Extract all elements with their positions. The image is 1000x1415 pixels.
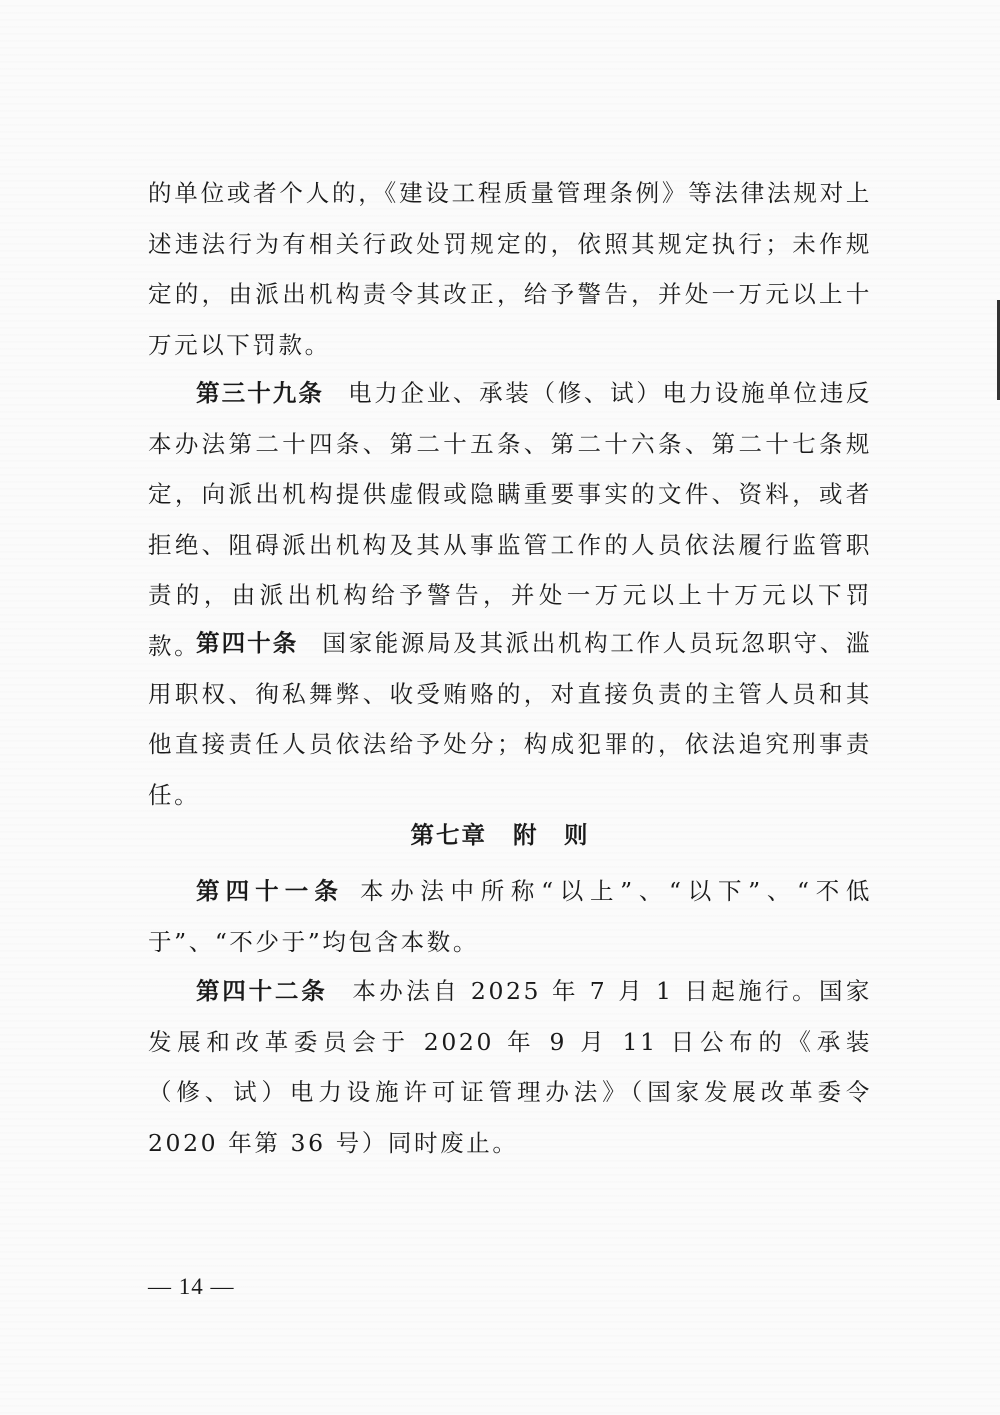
- article-42-label: 第四十二条: [196, 977, 328, 1005]
- article-41-label: 第四十一条: [196, 877, 344, 905]
- article-41-text: 本办法中所称“以上”、“以下”、“不低于”、“不少于”均包含本数。: [148, 877, 872, 956]
- chapter-title: 附 则: [513, 821, 590, 849]
- article-41: [148, 866, 872, 967]
- article-42-text: 本办法自 2025 年 7 月 1 日起施行。国家发展和改革委员会于 2020 年 9 月 11 日公布的《承装（修、试）电力设施许可证管理办法》（国家发展改革委令 2020 年第 36 号）同时废止。: [148, 977, 873, 1157]
- paragraph-continuation: [148, 168, 872, 370]
- article-39-label: 第三十九条: [196, 379, 324, 407]
- chapter-number: 第七章: [410, 821, 487, 849]
- article-42: [148, 966, 872, 1168]
- chapter-heading: [0, 816, 1000, 850]
- page-number: — 14 —: [148, 1274, 235, 1299]
- article-40: [148, 618, 872, 820]
- article-39-text: 电力企业、承装（修、试）电力设施单位违反本办法第二十四条、第二十五条、第二十六条、第二十七条规定，向派出机构提供虚假或隐瞒重要事实的文件、资料，或者拒绝、阻碍派出机构及其从事监管工作的人员依法履行监管职责的，由派出机构给予警告，并处一万元以上十万元以下罚款。: [148, 379, 872, 660]
- paragraph-text: 的单位或者个人的，《建设工程质量管理条例》等法律法规对上述违法行为有相关行政处罚规定的，依照其规定执行；未作规定的，由派出机构责令其改正，给予警告，并处一万元以上十万元以下罚款。: [148, 179, 872, 359]
- article-40-label: 第四十条: [196, 629, 299, 657]
- article-40-text: 国家能源局及其派出机构工作人员玩忽职守、滥用职权、徇私舞弊、收受贿赂的，对直接负责的主管人员和其他直接责任人员依法给予处分；构成犯罪的，依法追究刑事责任。: [148, 629, 872, 809]
